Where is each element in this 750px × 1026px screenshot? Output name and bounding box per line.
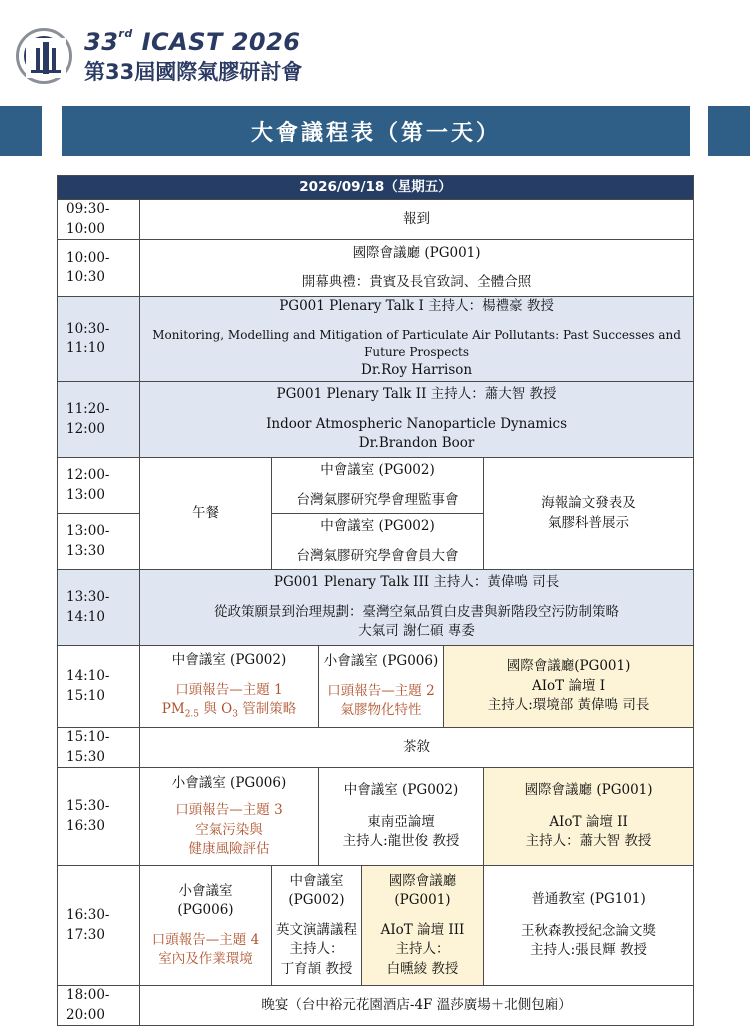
- plenary-label: PG001 Plenary Talk II 主持人：蕭大智 教授: [276, 386, 557, 403]
- session-cell: 茶敘: [140, 728, 694, 768]
- award-session-title: 王秋森教授紀念論文獎: [521, 922, 657, 939]
- time-cell: 11:20-12:00: [58, 382, 140, 458]
- oral-topic-title: 室內及作業環境: [158, 951, 253, 968]
- table-row: [58, 200, 694, 240]
- time-cell: 10:30-11:10: [58, 297, 140, 382]
- poster-cell: [484, 458, 694, 570]
- time-cell: 16:30-17:30: [58, 866, 140, 986]
- time-cell: 13:00-13:30: [58, 514, 140, 570]
- session-cell: 報到: [140, 200, 694, 240]
- oral-topic-label: 口頭報告—主題 3: [175, 802, 283, 819]
- session-cell: 晚宴（台中裕元花園酒店-4F 溫莎廣場＋北側包廂）: [140, 986, 694, 1026]
- banner-left-block: [0, 106, 42, 156]
- time-cell: 09:30-10:00: [58, 200, 140, 240]
- parallel-session-2: [272, 866, 362, 986]
- talk-title: 從政策願景到治理規劃：臺灣空氣品質白皮書與新階段空污防制策略: [214, 603, 620, 620]
- session-cell: [140, 297, 694, 382]
- time-cell: 15:10-15:30: [58, 728, 140, 768]
- speaker-name: 大氣司 謝仁碩 專委: [358, 623, 475, 640]
- time-cell: 10:00-10:30: [58, 240, 140, 297]
- table-row: [58, 240, 694, 297]
- poster-line: 氣膠科普展示: [548, 514, 630, 531]
- poster-line: 海報論文發表及: [541, 494, 636, 511]
- talk-title: Indoor Atmospheric Nanoparticle Dynamics: [266, 415, 568, 432]
- oral-topic-label: 口頭報告—主題 2: [327, 682, 435, 699]
- session-title: 開幕典禮：貴賓及長官致詞、全體合照: [301, 274, 532, 291]
- session-cell: [140, 382, 694, 458]
- room-code: (PG001): [394, 892, 451, 909]
- parallel-session-1: [140, 646, 319, 728]
- oral-topic-title: 氣膠物化特性: [340, 702, 422, 719]
- lunch-cell: 午餐: [140, 458, 272, 570]
- venue-label: 小會議室 (PG006): [323, 653, 439, 670]
- venue-label: 小會議室: [178, 882, 233, 899]
- venue-label: 小會議室 (PG006): [171, 774, 287, 791]
- parallel-session-2: [319, 768, 484, 866]
- host-label: 主持人：: [289, 941, 344, 958]
- time-cell: 14:10-15:10: [58, 646, 140, 728]
- table-row: [58, 866, 694, 986]
- oral-topic-title: 健康風險評估: [188, 841, 270, 858]
- session-cell: [272, 458, 484, 514]
- time-cell: 18:00-20:00: [58, 986, 140, 1026]
- conference-logo-area: [16, 26, 416, 86]
- parallel-session-1: [140, 866, 272, 986]
- agenda-banner: [62, 106, 690, 156]
- host-label: 主持人：: [395, 941, 450, 958]
- speaker-name: Dr.Roy Harrison: [361, 362, 473, 379]
- venue-label: 中會議室: [289, 872, 344, 889]
- venue-label: 中會議室 (PG002): [320, 461, 435, 478]
- venue-label: 國際會議廳 (PG001): [524, 782, 653, 799]
- meeting-title: 台灣氣膠研究學會會員大會: [296, 547, 459, 564]
- room-code: (PG006): [177, 902, 234, 919]
- host-label: 主持人:龍世俊 教授: [342, 833, 460, 850]
- venue-label: 國際會議廳: [388, 872, 457, 889]
- venue-label: 國際會議廳(PG001): [506, 658, 631, 675]
- time-cell: 15:30-16:30: [58, 768, 140, 866]
- meeting-title: 台灣氣膠研究學會理監事會: [296, 491, 459, 508]
- session-cell: [140, 570, 694, 646]
- time-cell: 12:00-13:00: [58, 458, 140, 514]
- oral-topic-title: $PM_{2.5}$ 與 $O_3$ 管制策略: [161, 701, 297, 720]
- logo-seal-icon: [16, 28, 72, 84]
- forum-title: AIoT 論壇 I: [531, 677, 606, 694]
- oral-topic-label: 口頭報告—主題 1: [175, 681, 283, 698]
- conference-subtitle: 第33屆國際氣膠研討會: [84, 60, 303, 84]
- forum-title: 東南亞論壇: [367, 813, 435, 830]
- oral-topic-title: 空氣污染與: [195, 821, 263, 838]
- forum-title: AIoT 論壇 II: [549, 813, 628, 830]
- session-title: 英文演講議程: [276, 921, 357, 938]
- host-name: 丁育頡 教授: [280, 961, 353, 977]
- forum-title: AIoT 論壇 III: [380, 921, 465, 938]
- plenary-label: PG001 Plenary Talk III 主持人：黃偉鳴 司長: [273, 574, 560, 591]
- banner-right-block: [708, 106, 750, 156]
- table-row: [58, 768, 694, 866]
- host-label: 主持人:環境部 黃偉鳴 司長: [487, 697, 650, 714]
- oral-topic-label: 口頭報告—主題 4: [151, 931, 260, 948]
- table-row: [58, 570, 694, 646]
- parallel-session-3: [444, 646, 694, 728]
- conference-title: 33rd ICAST 2026: [84, 27, 301, 56]
- table-row: [58, 297, 694, 382]
- venue-label: 中會議室 (PG002): [320, 517, 435, 534]
- venue-label: 國際會議廳 (PG001): [352, 244, 481, 261]
- parallel-session-4: [484, 866, 694, 986]
- parallel-session-2: [319, 646, 444, 728]
- venue-label: 中會議室 (PG002): [171, 652, 287, 669]
- table-row: [58, 646, 694, 728]
- room-code: (PG002): [288, 892, 345, 909]
- host-name: 白曛綾 教授: [386, 961, 459, 977]
- date-header-row: [58, 176, 694, 200]
- time-cell: 13:30-14:10: [58, 570, 140, 646]
- table-row: [58, 728, 694, 768]
- host-label: 主持人:張艮輝 教授: [530, 942, 647, 959]
- date-header: 2026/09/18（星期五）: [58, 176, 694, 200]
- speaker-name: Dr.Brandon Boor: [358, 435, 475, 452]
- parallel-session-1: [140, 768, 319, 866]
- parallel-session-3: [484, 768, 694, 866]
- agenda-title: 大會議程表（第一天）: [250, 119, 501, 146]
- session-cell: [272, 514, 484, 570]
- table-row: [58, 986, 694, 1026]
- venue-label: 普通教室 (PG101): [531, 891, 646, 908]
- session-cell: [140, 240, 694, 297]
- table-row: [58, 458, 694, 514]
- venue-label: 中會議室 (PG002): [343, 782, 459, 799]
- table-row: [58, 382, 694, 458]
- parallel-session-3: [362, 866, 484, 986]
- plenary-label: PG001 Plenary Talk I 主持人：楊禮豪 教授: [279, 298, 554, 315]
- schedule-table: [57, 175, 694, 1026]
- host-label: 主持人：蕭大智 教授: [525, 833, 652, 850]
- talk-title: Monitoring, Modelling and Mitigation of Particulate Air Pollutants: Past Successes and Future Prospects: [152, 327, 681, 360]
